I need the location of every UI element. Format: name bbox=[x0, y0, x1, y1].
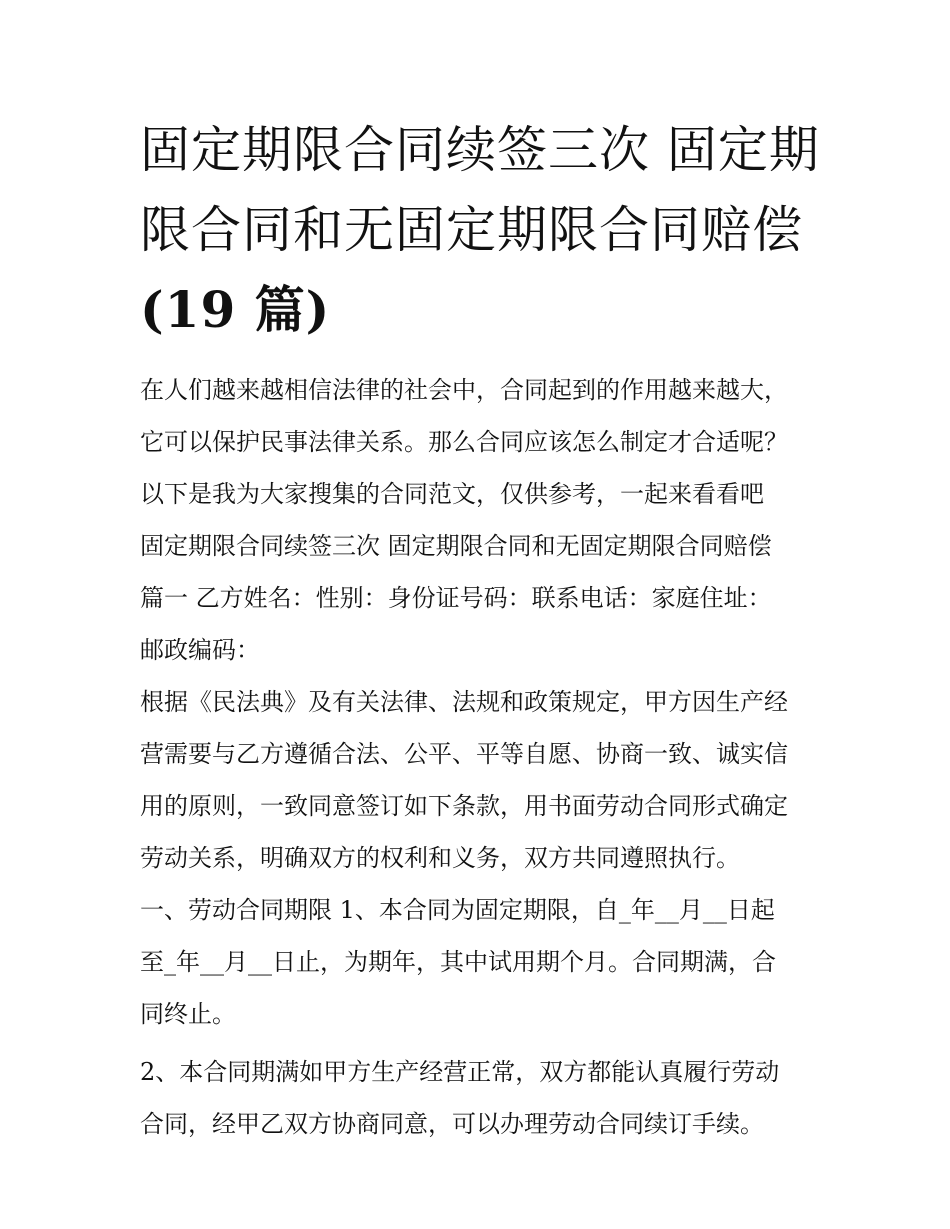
document-page bbox=[140, 110, 820, 1150]
text-line: 以下是我为大家搜集的合同范文，仅供参考，一起来看看吧 bbox=[140, 480, 764, 508]
text-line: 合同，经甲乙双方协商同意，可以办理劳动合同续订手续。 bbox=[140, 1110, 764, 1138]
text-line: 用的原则，一致同意签订如下条款，用书面劳动合同形式确定 bbox=[140, 792, 788, 820]
title-line-3: (19 篇) bbox=[140, 280, 331, 339]
title-line-1: 固定期限合同续签三次 固定期 bbox=[140, 121, 820, 179]
party-info-paragraph bbox=[140, 572, 820, 676]
title-line-2: 限合同和无固定期限合同赔偿 bbox=[140, 201, 803, 259]
text-line: 固定期限合同续签三次 固定期限合同和无固定期限合同赔偿 bbox=[140, 532, 772, 560]
intro-paragraph bbox=[140, 364, 820, 520]
text-line: 它可以保护民事法律关系。那么合同应该怎么制定才合适呢？ bbox=[140, 428, 788, 456]
section-heading bbox=[140, 520, 820, 572]
text-line: 劳动关系，明确双方的权利和义务，双方共同遵照执行。 bbox=[140, 844, 740, 872]
text-line: 营需要与乙方遵循合法、公平、平等自愿、协商一致、诚实信 bbox=[140, 740, 788, 768]
document-title bbox=[140, 110, 820, 350]
contract-term-paragraph bbox=[140, 884, 820, 1040]
text-line: 同终止。 bbox=[140, 1000, 236, 1028]
text-line: 邮政编码： bbox=[140, 636, 260, 664]
legal-basis-paragraph bbox=[140, 676, 820, 884]
text-line: 根据《民法典》及有关法律、法规和政策规定，甲方因生产经 bbox=[140, 688, 788, 716]
text-line: 在人们越来越相信法律的社会中，合同起到的作用越来越大， bbox=[140, 376, 788, 404]
text-line: 2、本合同期满如甲方生产经营正常，双方都能认真履行劳动 bbox=[140, 1058, 780, 1086]
text-line: 一、劳动合同期限 1、本合同为固定期限，自_年__月__日起 bbox=[140, 896, 775, 924]
renewal-paragraph bbox=[140, 1046, 820, 1150]
text-line: 篇一 乙方姓名：性别：身份证号码：联系电话：家庭住址： bbox=[140, 584, 772, 612]
text-line: 至_年__月__日止，为期年，其中试用期个月。合同期满，合 bbox=[140, 948, 776, 976]
